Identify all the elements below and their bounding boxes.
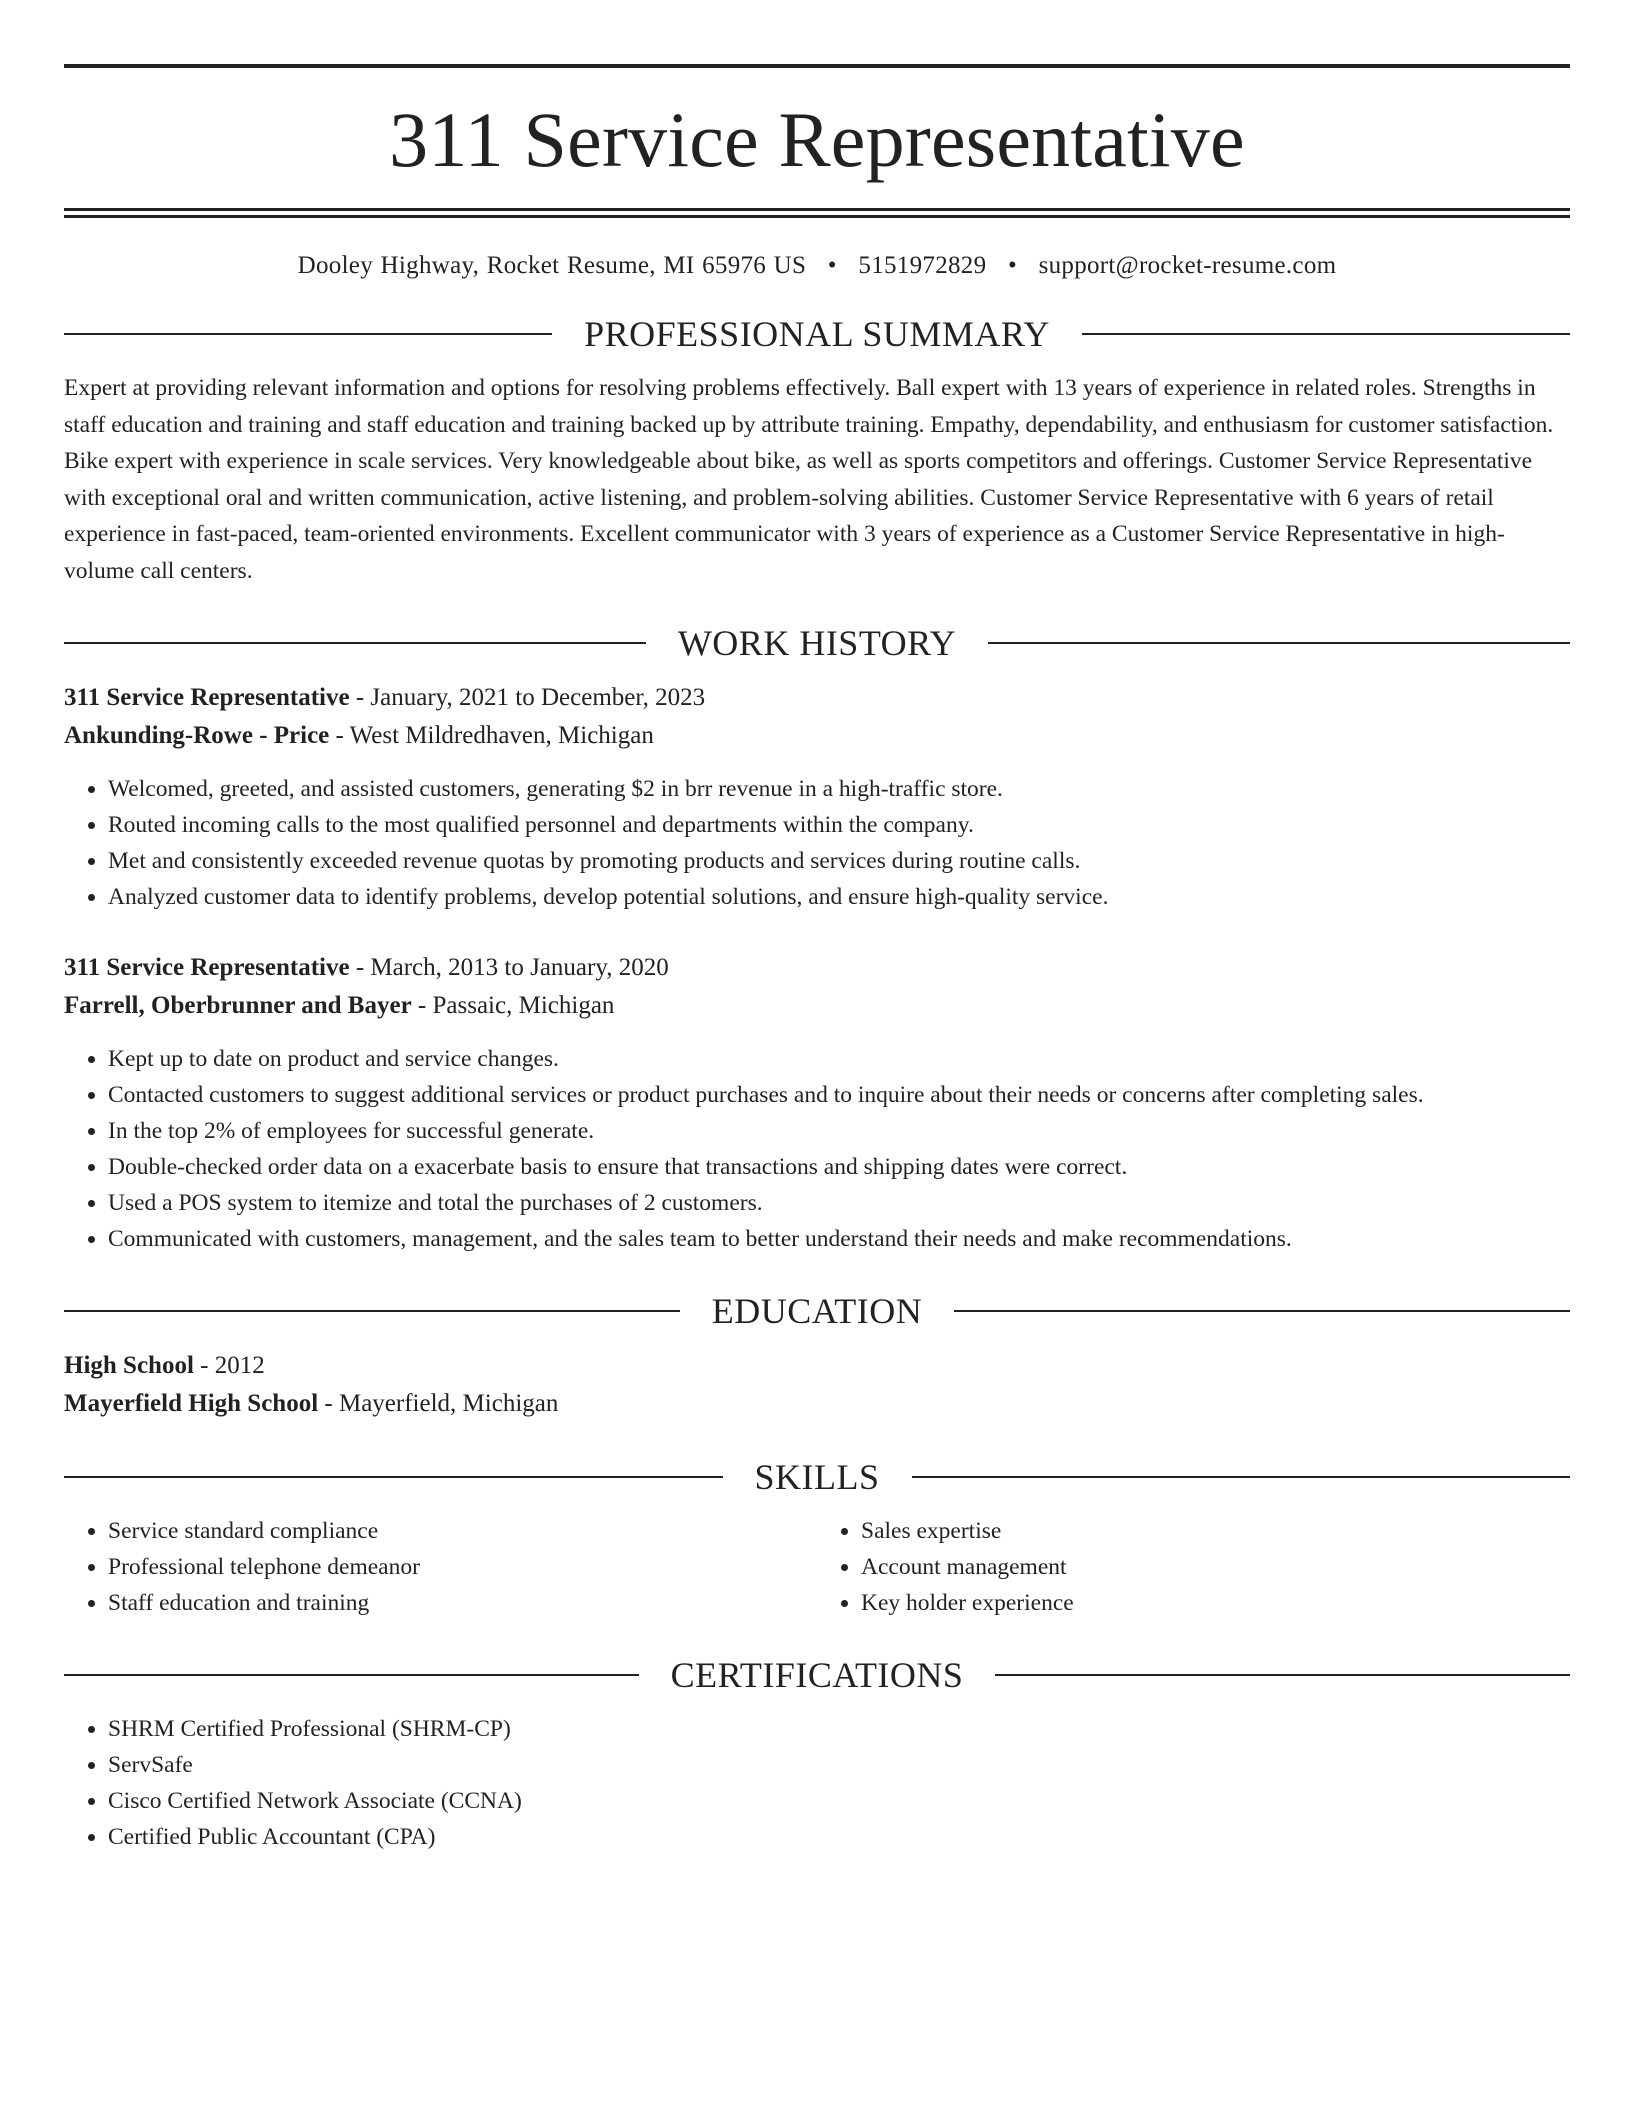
contact-phone[interactable]: 5151972829 — [858, 252, 987, 279]
job-title-line — [64, 949, 1570, 987]
education-school-line — [64, 1385, 1570, 1423]
list-item: • Welcomed, greeted, and assisted customers, generating $2 in brr revenue in a high-traffic store. — [108, 771, 1570, 807]
education-location: Mayerfield, Michigan — [338, 1390, 559, 1417]
job-dates: January, 2021 to December, 2023 — [370, 684, 706, 711]
job-bullets — [64, 1041, 1570, 1257]
job-title: 311 Service Representative — [64, 954, 350, 981]
skills-right-list — [817, 1513, 1570, 1621]
heading-rule — [64, 1310, 680, 1312]
list-item: • Staff education and training — [108, 1585, 817, 1621]
section-heading-certifications — [64, 1657, 1570, 1693]
dash: - — [349, 954, 371, 981]
job-dates: March, 2013 to January, 2020 — [370, 954, 669, 981]
dash: - — [411, 992, 433, 1019]
job-entry — [64, 679, 1570, 915]
list-item: • Double-checked order data on a exacerbate basis to ensure that transactions and shipping dates were correct. — [108, 1149, 1570, 1185]
contact-address: Dooley Highway, Rocket Resume, MI 65976 US — [297, 252, 807, 279]
section-heading-work — [64, 625, 1570, 661]
job-title-line — [64, 679, 1570, 717]
list-item: • In the top 2% of employees for successful generate. — [108, 1113, 1570, 1149]
list-item: • SHRM Certified Professional (SHRM-CP) — [108, 1711, 1570, 1747]
job-title: 311 Service Representative — [64, 684, 350, 711]
section-title: WORK HISTORY — [677, 623, 957, 663]
skills-left-list — [64, 1513, 817, 1621]
education-entry — [64, 1347, 1570, 1423]
list-item: • Kept up to date on product and service changes. — [108, 1041, 1570, 1077]
certifications-list — [64, 1711, 1570, 1855]
list-item: • Communicated with customers, management, and the sales team to better understand their needs and make recommendations. — [108, 1221, 1570, 1257]
contact-separator: • — [1007, 252, 1018, 279]
list-item: • Contacted customers to suggest additional services or product purchases and to inquire about their needs or concerns after completing sales. — [108, 1077, 1570, 1113]
dash: - — [193, 1352, 215, 1379]
heading-rule — [912, 1476, 1571, 1478]
list-item: • Met and consistently exceeded revenue quotas by promoting products and services during routine calls. — [108, 843, 1570, 879]
dash: - — [349, 684, 371, 711]
heading-rule — [1082, 333, 1570, 335]
section-heading-skills — [64, 1459, 1570, 1495]
contact-line — [64, 252, 1570, 280]
heading-rule — [995, 1674, 1570, 1676]
list-item: • Professional telephone demeanor — [108, 1549, 817, 1585]
contact-separator: • — [827, 252, 837, 279]
list-item: • Cisco Certified Network Associate (CCNA) — [108, 1783, 1570, 1819]
education-degree: High School — [64, 1352, 194, 1379]
heading-rule — [64, 1674, 639, 1676]
list-item: • Account management — [861, 1549, 1570, 1585]
list-item: • Sales expertise — [861, 1513, 1570, 1549]
list-item: • ServSafe — [108, 1747, 1570, 1783]
job-location: West Mildredhaven, Michigan — [349, 722, 654, 749]
job-company-line — [64, 717, 1570, 755]
heading-rule — [988, 642, 1570, 644]
education-degree-line — [64, 1347, 1570, 1385]
section-title: EDUCATION — [711, 1291, 923, 1331]
section-title: PROFESSIONAL SUMMARY — [584, 314, 1050, 354]
heading-rule — [64, 642, 646, 644]
list-item: • Service standard compliance — [108, 1513, 817, 1549]
heading-rule — [954, 1310, 1570, 1312]
resume-title: 311 Service Representative — [389, 96, 1245, 183]
job-company-line — [64, 987, 1570, 1025]
list-item: • Certified Public Accountant (CPA) — [108, 1819, 1570, 1855]
section-heading-summary — [64, 316, 1570, 352]
job-company: Farrell, Oberbrunner and Bayer — [64, 992, 412, 1019]
job-entry — [64, 949, 1570, 1257]
education-school: Mayerfield High School — [64, 1390, 319, 1417]
section-title: CERTIFICATIONS — [670, 1655, 964, 1695]
contact-email[interactable]: support@rocket-resume.com — [1038, 252, 1337, 279]
heading-rule — [64, 1476, 723, 1478]
job-company: Ankunding-Rowe - Price — [64, 722, 330, 749]
education-year: 2012 — [214, 1352, 265, 1379]
dash: - — [318, 1390, 339, 1417]
resume-page — [64, 64, 1570, 1855]
job-location: Passaic, Michigan — [432, 992, 615, 1019]
skills-columns — [64, 1513, 1570, 1621]
job-bullets — [64, 771, 1570, 915]
list-item: • Used a POS system to itemize and total the purchases of 2 customers. — [108, 1185, 1570, 1221]
title-double-rule — [64, 208, 1570, 218]
section-title: SKILLS — [754, 1457, 880, 1497]
heading-rule — [64, 333, 552, 335]
section-heading-education — [64, 1293, 1570, 1329]
summary-text: Expert at providing relevant information and options for resolving problems effectively. Ball expert with 13 years of experience in related roles. Strengths in staff education and training and staff education and training backed up by attribute training. Empathy, dependability, and enthusiasm for customer satisfaction. Bike expert with experience in scale services. Very knowledgeable about bike, as well as sports competitors and offerings. Customer Service Representative with exceptional oral and written communication, active listening, and problem-solving abilities. Customer Service Representative with 6 years of retail experience in fast-paced, team-oriented environments. Excellent communicator with 3 years of experience as a Customer Service Representative in high-volume call centers. — [64, 375, 1554, 584]
list-item: • Analyzed customer data to identify problems, develop potential solutions, and ensure high-quality service. — [108, 879, 1570, 915]
dash: - — [329, 722, 350, 749]
list-item: • Routed incoming calls to the most qualified personnel and departments within the company. — [108, 807, 1570, 843]
list-item: • Key holder experience — [861, 1585, 1570, 1621]
